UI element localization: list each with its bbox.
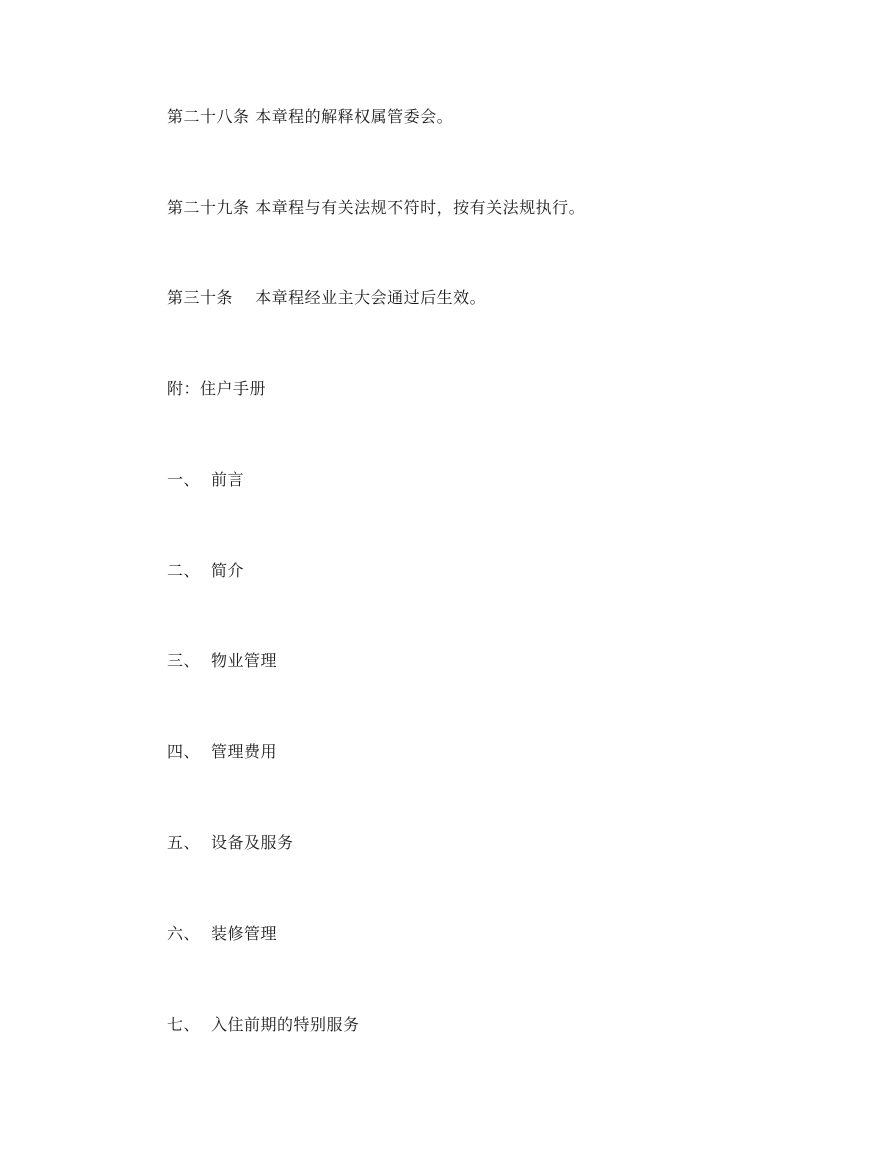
toc-number: 六、 — [167, 924, 201, 943]
toc-label: 管理费用 — [211, 742, 278, 761]
toc-number: 一、 — [167, 470, 201, 489]
toc-label: 物业管理 — [211, 651, 278, 670]
toc-item — [167, 1015, 360, 1035]
toc-label: 前言 — [211, 470, 245, 489]
article-28 — [167, 107, 453, 127]
toc-item — [167, 833, 294, 853]
appendix-title: 附：住户手册 — [167, 379, 267, 398]
article-30 — [167, 288, 486, 308]
article-number: 第二十九条 — [167, 198, 250, 217]
toc-label: 简介 — [211, 561, 245, 580]
toc-number: 五、 — [167, 833, 201, 852]
toc-number: 四、 — [167, 742, 201, 761]
article-text: 本章程与有关法规不符时，按有关法规执行。 — [249, 198, 586, 217]
article-text: 本章程的解释权属管委会。 — [249, 107, 454, 126]
toc-label: 装修管理 — [211, 924, 278, 943]
article-29 — [167, 198, 585, 218]
toc-item — [167, 924, 277, 944]
article-number: 第三十条 — [167, 288, 234, 307]
toc-item — [167, 742, 277, 762]
toc-number: 七、 — [167, 1015, 201, 1034]
toc-number: 二、 — [167, 561, 201, 580]
toc-item — [167, 651, 277, 671]
toc-label: 入住前期的特别服务 — [211, 1015, 360, 1034]
article-text: 本章程经业主大会通过后生效。 — [233, 288, 487, 307]
toc-number: 三、 — [167, 651, 201, 670]
toc-item — [167, 561, 244, 581]
toc-item — [167, 470, 244, 490]
article-number: 第二十八条 — [167, 107, 250, 126]
toc-label: 设备及服务 — [211, 833, 294, 852]
